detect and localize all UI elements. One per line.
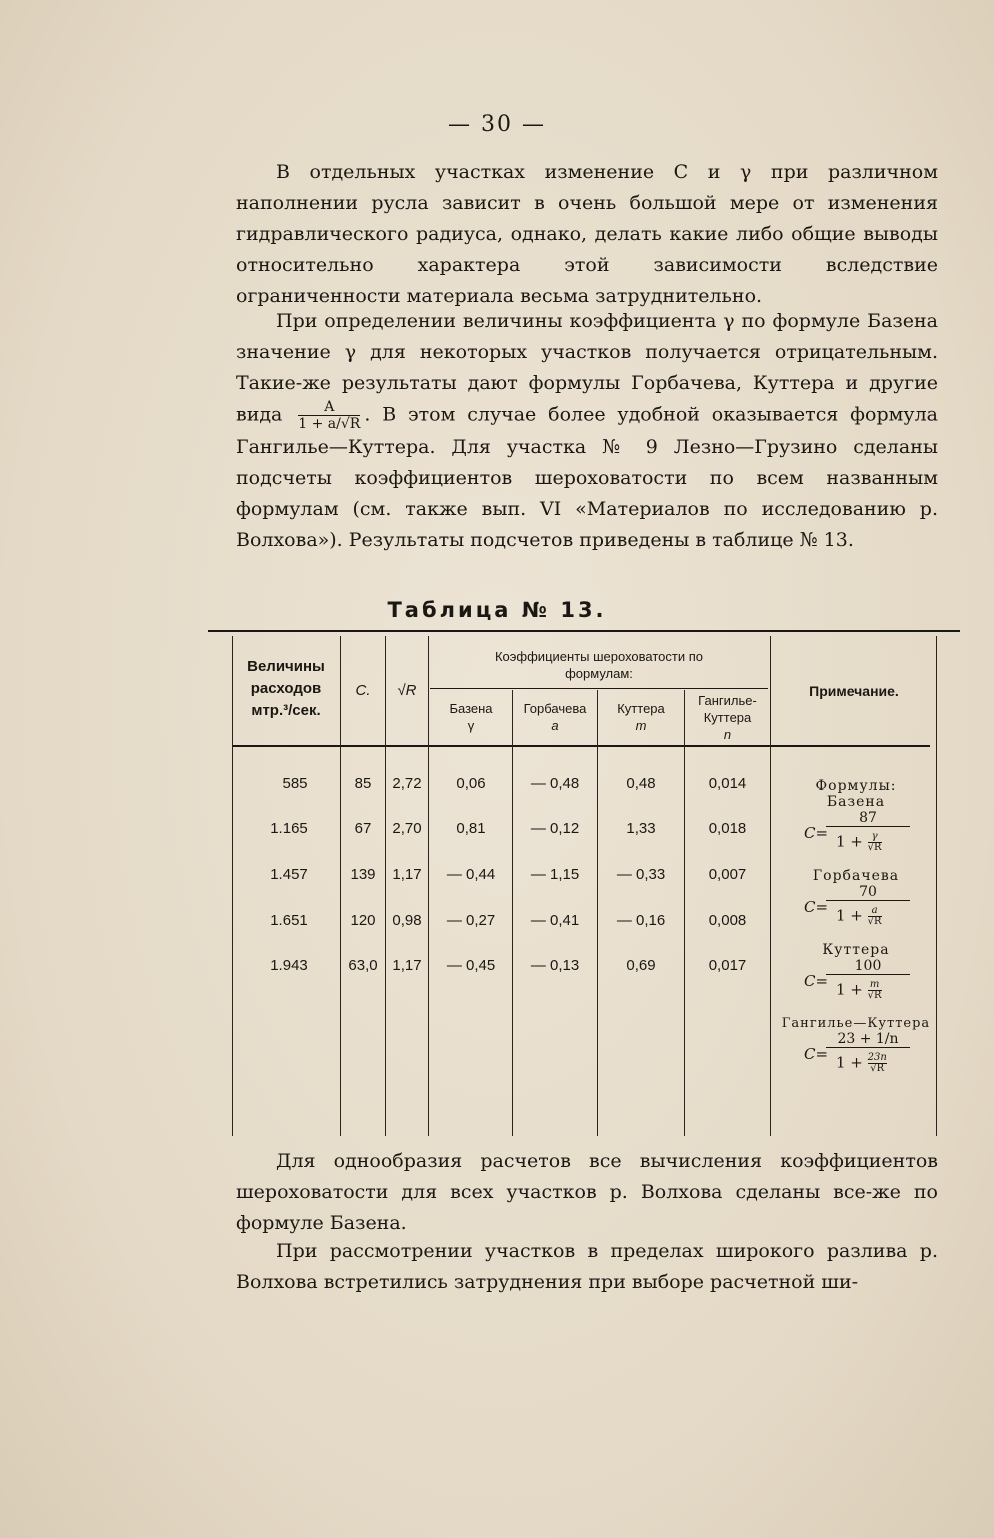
formula-small-fraction [868,1053,887,1074]
formula-small-fraction [868,980,882,1001]
paragraph-2-text-before: При определении величины коэффициента γ по формуле Базена значение γ для некоторых участков получается отрицательным. Такие-же результаты дают формулы Горбачева, Куттера и другие вида [236,310,938,426]
col-divider-1 [340,636,341,1136]
cell-bazin: — 0,27 [446,912,496,929]
table-header-rule [232,745,930,747]
cell-kutter: 0,69 [626,957,656,974]
formula-small-bottom: √R [867,842,882,853]
header-discharge [234,656,338,722]
cell-gk: 0,018 [708,820,747,837]
inline-fraction-denominator: 1 + a/√R [298,416,361,432]
note-heading: Формулы: [815,778,897,794]
formula-numerator: 87 [826,810,910,827]
header-kutter [598,700,684,734]
cell-sqrt-r: 2,70 [392,820,422,837]
paragraph-2 [236,306,938,556]
formula-den-lead: 1 + [836,1053,863,1072]
header-ganguillet-kutter [685,692,770,743]
page-number: — 30 — [448,112,546,137]
header-sqrt-r: √R [397,682,417,699]
formula-bazin [776,810,936,868]
header-coef-group-line-2: формулам: [565,666,633,681]
cell-discharge: 1.457 [270,866,308,883]
formula-name: Горбачева [812,868,900,884]
formula-denominator [836,980,882,1001]
formula-name: Гангилье—Куттера [781,1016,931,1031]
header-c: C. [355,682,371,699]
cell-bazin: 0,81 [456,820,486,837]
header-kutter-name: Куттера [617,701,665,716]
header-coef-group-line-1: Коэффициенты шероховатости по [494,649,703,664]
formula-numerator: 100 [826,958,910,975]
cell-sqrt-r: 1,17 [392,866,422,883]
cell-c: 139 [350,866,376,883]
cell-sqrt-r: 2,72 [392,775,422,792]
table-title: Таблица № 13. [387,598,607,622]
cell-sqrt-r: 0,98 [392,912,422,929]
formula-gorbachev [776,884,936,942]
formula-small-bottom: √R [867,916,882,927]
header-note: Примечание. [809,683,899,699]
formula-lhs: C= [804,972,829,990]
header-discharge-line-1: Величины [247,658,325,675]
formula-small-bottom: √R [870,1063,885,1074]
cell-kutter: — 0,33 [616,866,666,883]
header-coef-group [430,648,768,682]
formula-small-fraction [868,832,882,853]
header-discharge-line-3: мтр.³/сек. [251,702,321,719]
inline-fraction [298,399,360,432]
header-gorbachev-name: Горбачева [523,701,587,716]
cell-gk: 0,017 [708,957,747,974]
formula-small-top: m [868,980,882,991]
header-gk-symbol: n [723,727,732,742]
formula-den-lead: 1 + [836,832,863,851]
formula-numerator: 23 + 1/n [826,1031,910,1048]
paragraph-4: При рассмотрении участков в пределах широкого разлива р. Волхова встретились затруднения при выборе расчетной ши- [236,1240,938,1293]
cell-bazin: — 0,45 [446,957,496,974]
table-left-border [232,636,233,1136]
formula-small-fraction [868,906,882,927]
cell-kutter: 1,33 [626,820,656,837]
header-discharge-line-2: расходов [250,680,322,697]
col-divider-3 [428,636,429,1136]
formula-small-top: 23n [867,1052,887,1063]
header-gk-line-2: Куттера [703,710,752,725]
formula-small-top: a [868,906,882,917]
cell-gk: 0,014 [708,775,747,792]
cell-gorbachev: — 1,15 [530,866,580,883]
header-kutter-symbol: m [635,718,647,733]
header-bazin-symbol: γ [467,718,475,733]
formula-denominator [836,906,882,927]
formula-den-lead: 1 + [836,906,863,925]
cell-discharge: 1.943 [270,957,308,974]
formula-denominator [836,1053,887,1074]
cell-kutter: 0,48 [626,775,656,792]
formula-lhs: C= [804,898,829,916]
cell-discharge: 1.165 [270,820,308,837]
inline-fraction-numerator: A [298,399,360,416]
cell-bazin: — 0,44 [446,866,496,883]
paragraph-1: В отдельных участках изменение C и γ при различном наполнении русла зависит в очень большой мере от изменения гидравлического радиуса, однако, делать какие либо общие выводы относительно характера этой зависимости вследствие ограниченности материала весьма затруднительно. [236,161,938,307]
formula-denominator [836,832,882,853]
header-bazin-name: Базена [449,701,493,716]
coef-group-rule [430,688,768,689]
formula-name: Базена [826,794,886,810]
paragraph-2-text-after: . В этом случае более удобной оказывается формула Гангилье—Куттера. Для участка № 9 Лезно—Грузино сделаны подсчеты коэффициентов шероховатости по всем названным формулам (см. также вып. VI «Материалов по исследованию р. Волхова»). Результаты подсчетов приведены в таблице № 13. [236,403,938,551]
cell-gorbachev: — 0,48 [530,775,580,792]
col-divider-7 [770,636,771,1136]
cell-gorbachev: — 0,41 [530,912,580,929]
cell-discharge: 585 [282,775,308,792]
cell-c: 85 [354,775,372,792]
cell-gk: 0,007 [708,866,747,883]
cell-kutter: — 0,16 [616,912,666,929]
header-gorbachev [513,700,597,734]
cell-c: 67 [354,820,372,837]
cell-gorbachev: — 0,12 [530,820,580,837]
formula-small-top: γ [868,832,882,843]
table-top-rule [208,630,960,632]
col-divider-2 [385,636,386,1136]
formula-lhs: C= [804,824,829,842]
cell-discharge: 1.651 [270,912,308,929]
formula-kutter [776,958,936,1016]
formula-numerator: 70 [826,884,910,901]
note-column [776,778,936,1089]
formula-ganguillet-kutter [776,1031,936,1089]
header-gorbachev-symbol: a [551,718,559,733]
cell-sqrt-r: 1,17 [392,957,422,974]
formula-den-lead: 1 + [836,980,863,999]
cell-c: 120 [350,912,376,929]
cell-gk: 0,008 [708,912,747,929]
table-right-border [936,636,937,1136]
cell-bazin: 0,06 [456,775,486,792]
header-gk-line-1: Гангилье- [698,693,757,708]
paragraph-3: Для однообразия расчетов все вычисления коэффициентов шероховатости для всех участков р. Волхова сделаны все-же по формуле Базена. [236,1150,938,1234]
cell-gorbachev: — 0,13 [530,957,580,974]
formula-small-bottom: √R [867,990,882,1001]
formula-lhs: C= [804,1045,829,1063]
cell-c: 63,0 [348,957,378,974]
header-bazin [430,700,512,734]
formula-name: Куттера [822,942,890,958]
